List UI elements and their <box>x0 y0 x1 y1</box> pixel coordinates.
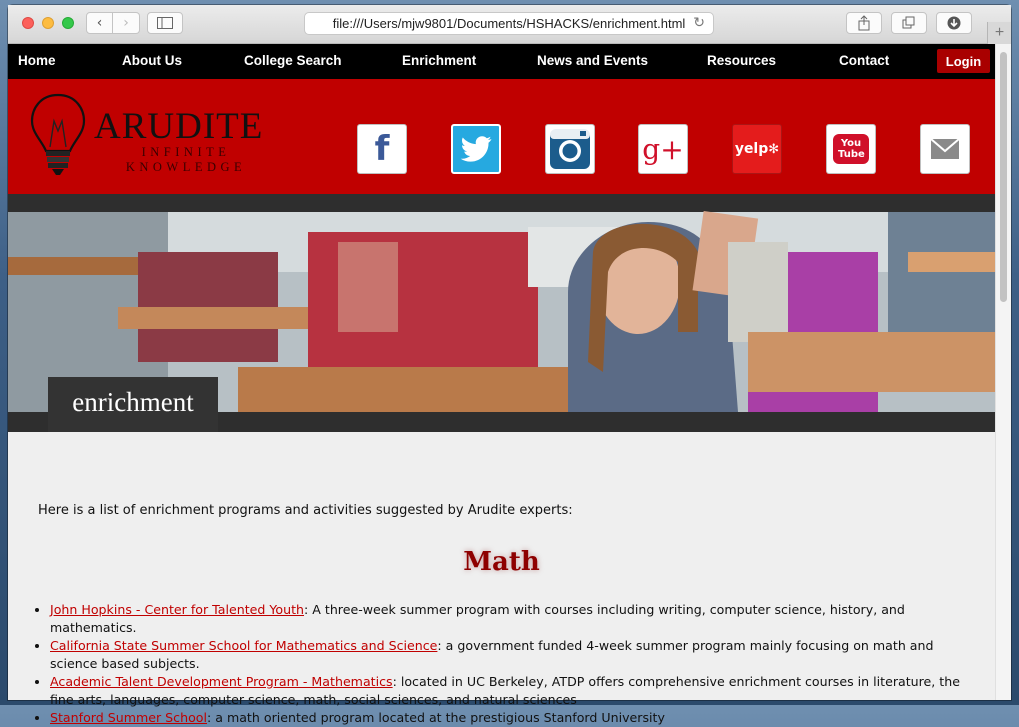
yelp-icon: yelp <box>734 141 769 157</box>
twitter-link[interactable] <box>451 124 501 174</box>
facebook-link[interactable] <box>357 124 407 174</box>
browser-toolbar <box>8 5 1011 44</box>
twitter-icon <box>461 136 491 162</box>
browser-window <box>8 5 1011 725</box>
chevron-left-icon: ‹ <box>96 15 103 31</box>
history-nav <box>86 12 140 34</box>
youtube-link[interactable] <box>826 124 876 174</box>
list-item <box>50 637 975 673</box>
nav-about-us[interactable]: About Us <box>122 53 182 68</box>
logo-title: ARUDITE <box>94 106 264 147</box>
program-description: : a math oriented program located at the prestigious Stanford University <box>206 710 665 725</box>
yelp-link[interactable] <box>732 124 782 174</box>
section-heading-math: Math <box>463 547 540 577</box>
share-icon <box>857 15 871 31</box>
facebook-icon: f <box>374 129 390 169</box>
site-header <box>8 79 995 194</box>
nav-enrichment[interactable]: Enrichment <box>402 53 477 68</box>
reload-icon[interactable]: ↻ <box>693 15 705 31</box>
share-button[interactable] <box>846 12 882 34</box>
instagram-icon <box>548 127 592 171</box>
scrollbar-thumb[interactable] <box>1000 52 1007 302</box>
nav-news-and-events[interactable]: News and Events <box>537 53 649 68</box>
tabs-icon <box>902 16 916 30</box>
address-bar[interactable] <box>304 12 714 35</box>
minimize-window-button[interactable] <box>42 17 54 29</box>
email-link[interactable] <box>920 124 970 174</box>
lightbulb-icon <box>28 91 88 181</box>
instagram-link[interactable] <box>545 124 595 174</box>
program-link[interactable]: Academic Talent Development Program - Mathematics <box>50 674 393 689</box>
program-description: : located in UC Berkeley, ATDP offers comprehensive enrichment courses in literature, the fine arts, languages, computer science, math, social sciences, and natural sciences <box>50 674 960 707</box>
yelp-burst-icon: ✻ <box>768 141 780 157</box>
program-link[interactable]: Stanford Summer School <box>50 710 207 725</box>
hero-title-box <box>48 377 218 432</box>
header-divider <box>8 194 995 212</box>
sidebar-icon <box>157 17 173 29</box>
list-item <box>50 709 975 727</box>
logo-subtitle: INFINITE KNOWLEDGE <box>125 145 247 174</box>
nav-resources[interactable]: Resources <box>707 53 777 68</box>
forward-button[interactable] <box>113 12 140 34</box>
site-navbar <box>8 44 995 79</box>
email-icon <box>930 138 960 160</box>
list-item <box>50 673 975 709</box>
nav-home[interactable]: Home <box>18 53 56 68</box>
nav-college-search[interactable]: College Search <box>244 53 342 68</box>
nav-contact[interactable]: Contact <box>839 53 890 68</box>
google-plus-icon: g+ <box>642 132 684 166</box>
program-list <box>50 601 975 727</box>
google-plus-link[interactable] <box>638 124 688 174</box>
intro-text: Here is a list of enrichment programs and activities suggested by Arudite experts: <box>38 503 573 518</box>
downloads-button[interactable] <box>936 12 972 34</box>
url-text: file:///Users/mjw9801/Documents/HSHACKS/enrichment.html <box>332 16 686 31</box>
list-item <box>50 601 975 637</box>
program-link[interactable]: California State Summer School for Mathematics and Science <box>50 638 438 653</box>
page-scrollbar[interactable] <box>995 44 1011 700</box>
chevron-right-icon: › <box>123 15 129 31</box>
web-page <box>8 44 995 725</box>
back-button[interactable] <box>86 12 113 34</box>
site-logo[interactable] <box>28 91 268 181</box>
tabs-overview-button[interactable] <box>891 12 927 34</box>
sidebar-toggle-button[interactable] <box>147 12 183 34</box>
new-tab-button[interactable]: + <box>987 22 1011 44</box>
youtube-icon <box>833 134 869 164</box>
youtube-text: You Tube <box>838 138 865 160</box>
program-link[interactable]: John Hopkins - Center for Talented Youth <box>50 602 305 617</box>
close-window-button[interactable] <box>22 17 34 29</box>
login-button[interactable]: Login <box>937 49 990 73</box>
maximize-window-button[interactable] <box>62 17 74 29</box>
program-description: : a government funded 4-week summer program mainly focusing on math and science based subjects. <box>50 638 934 671</box>
download-icon <box>947 16 961 30</box>
page-title: enrichment <box>72 387 194 417</box>
program-description: : A three-week summer program with courses including writing, computer science, history, and mathematics. <box>50 602 905 635</box>
